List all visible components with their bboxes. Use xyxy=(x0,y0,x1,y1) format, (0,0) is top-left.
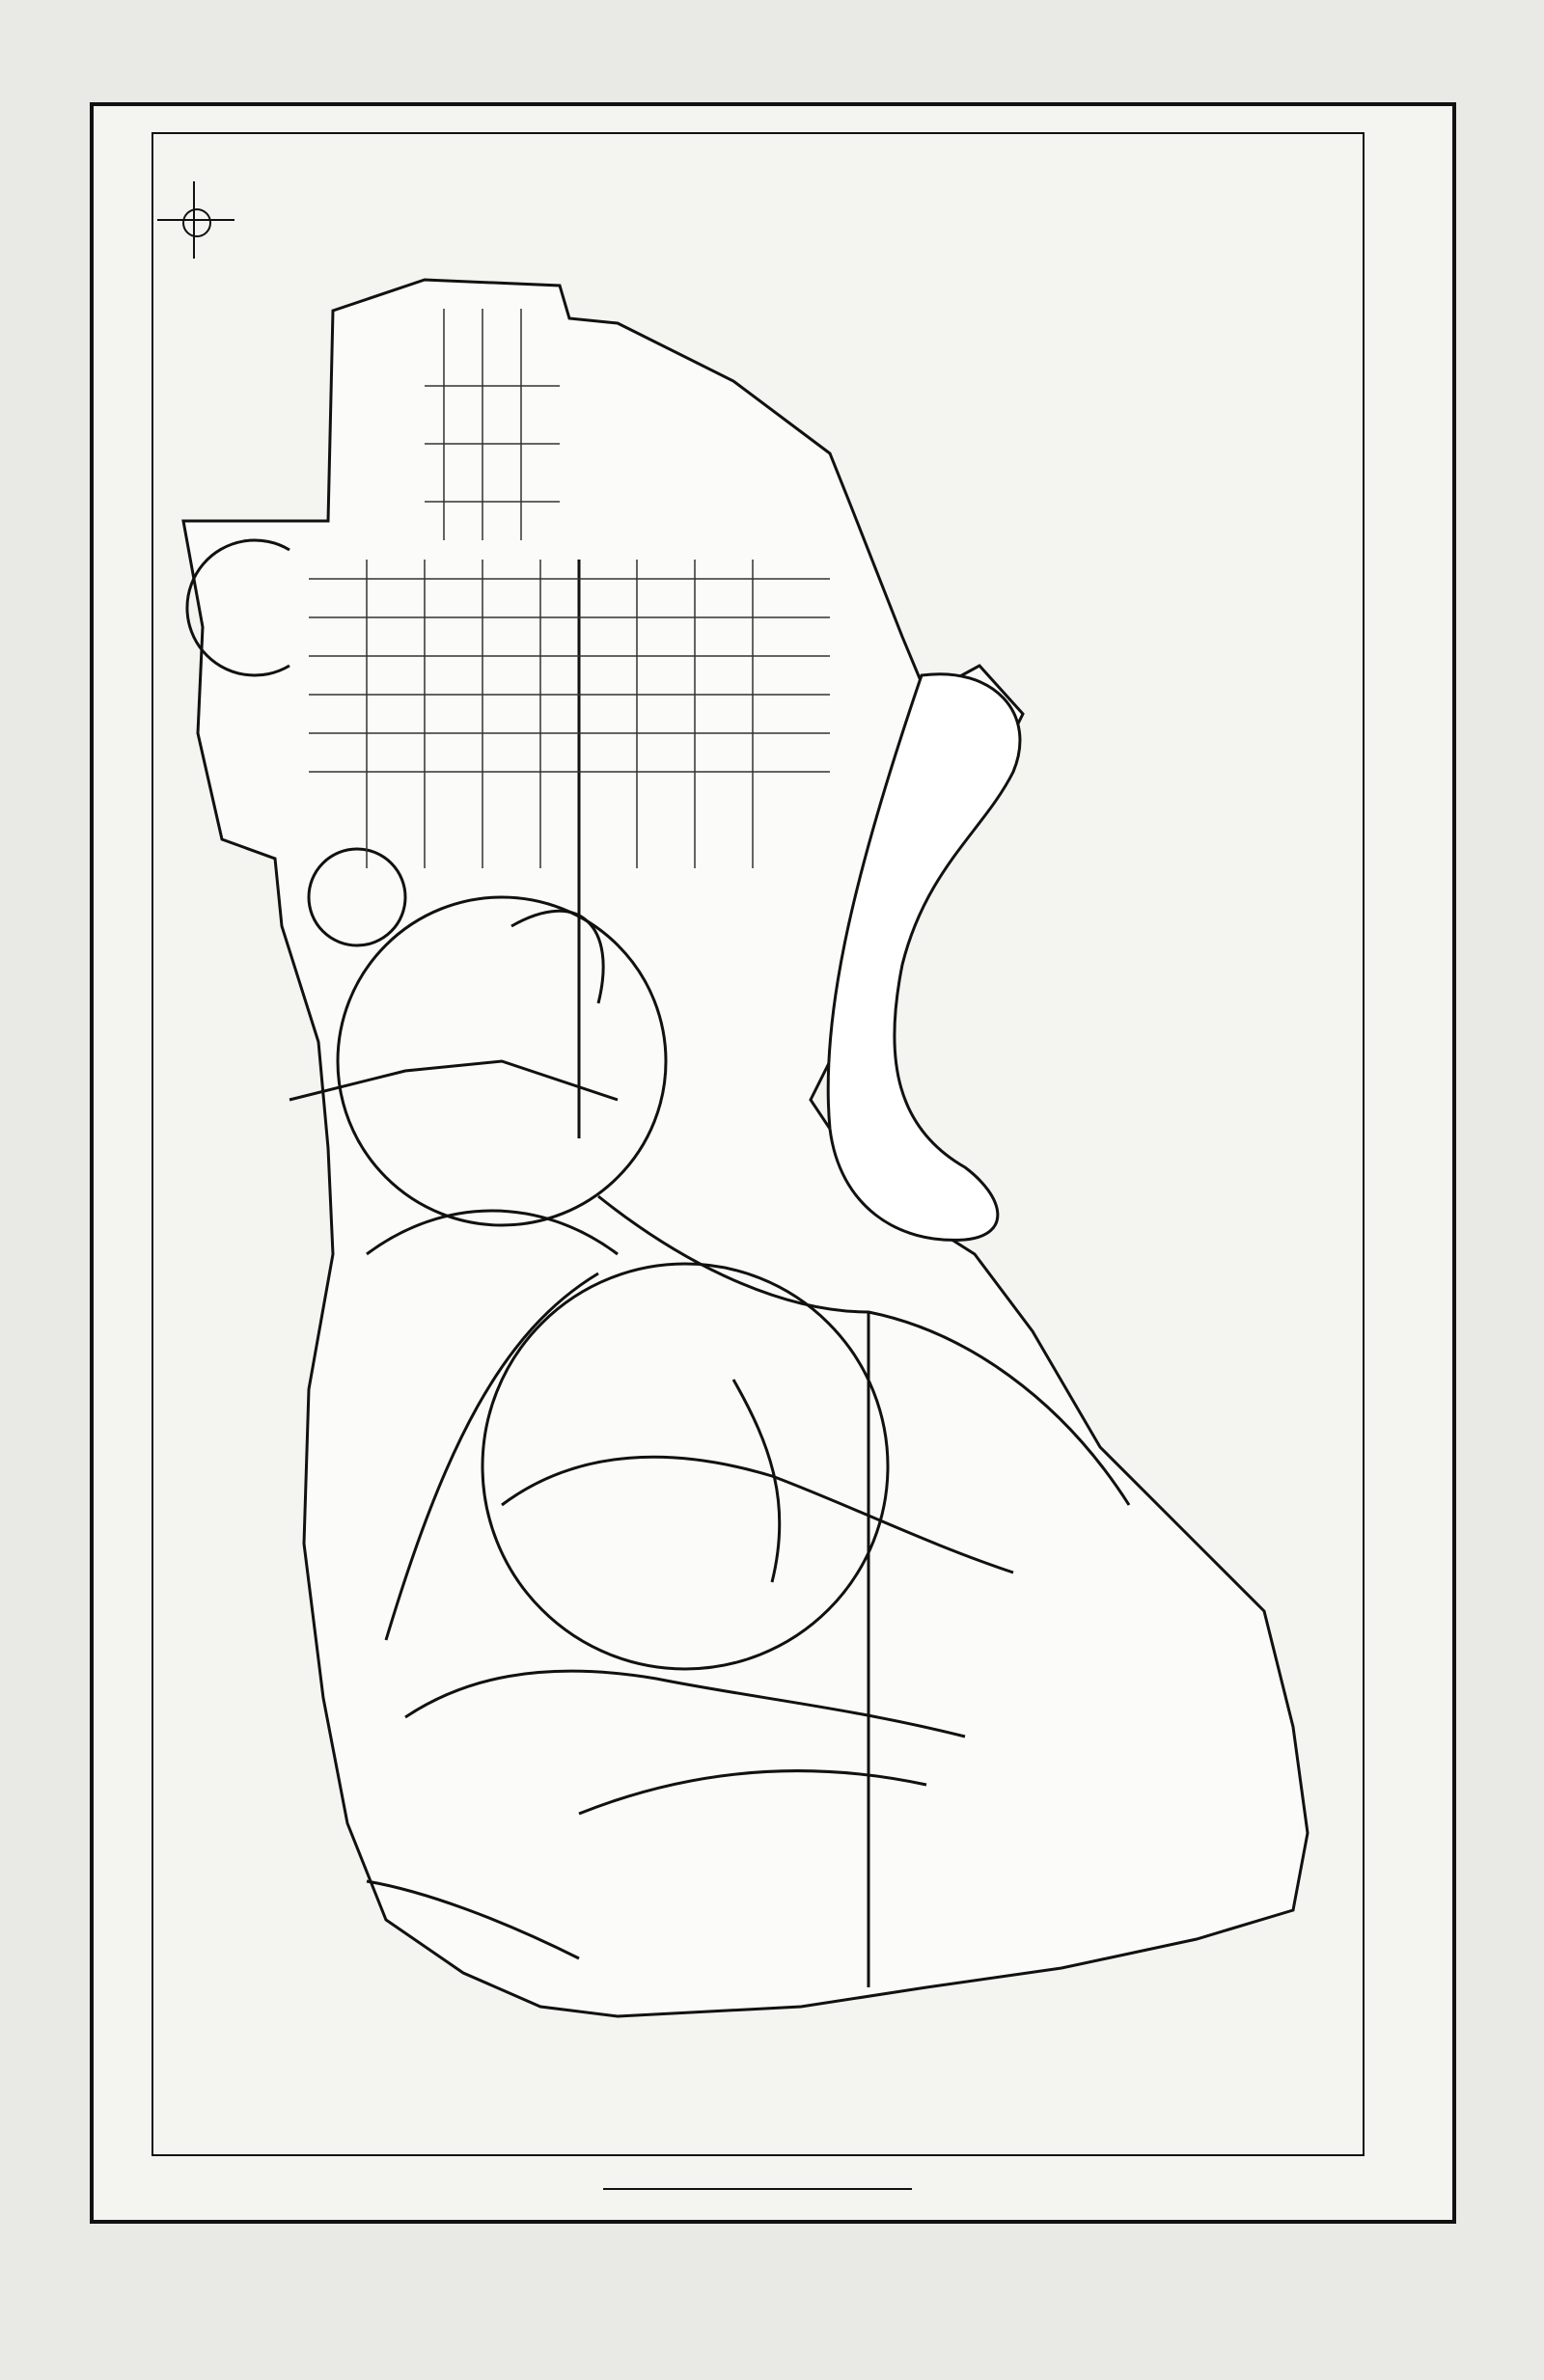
scale-bar xyxy=(603,2180,931,2209)
compass xyxy=(150,174,241,265)
